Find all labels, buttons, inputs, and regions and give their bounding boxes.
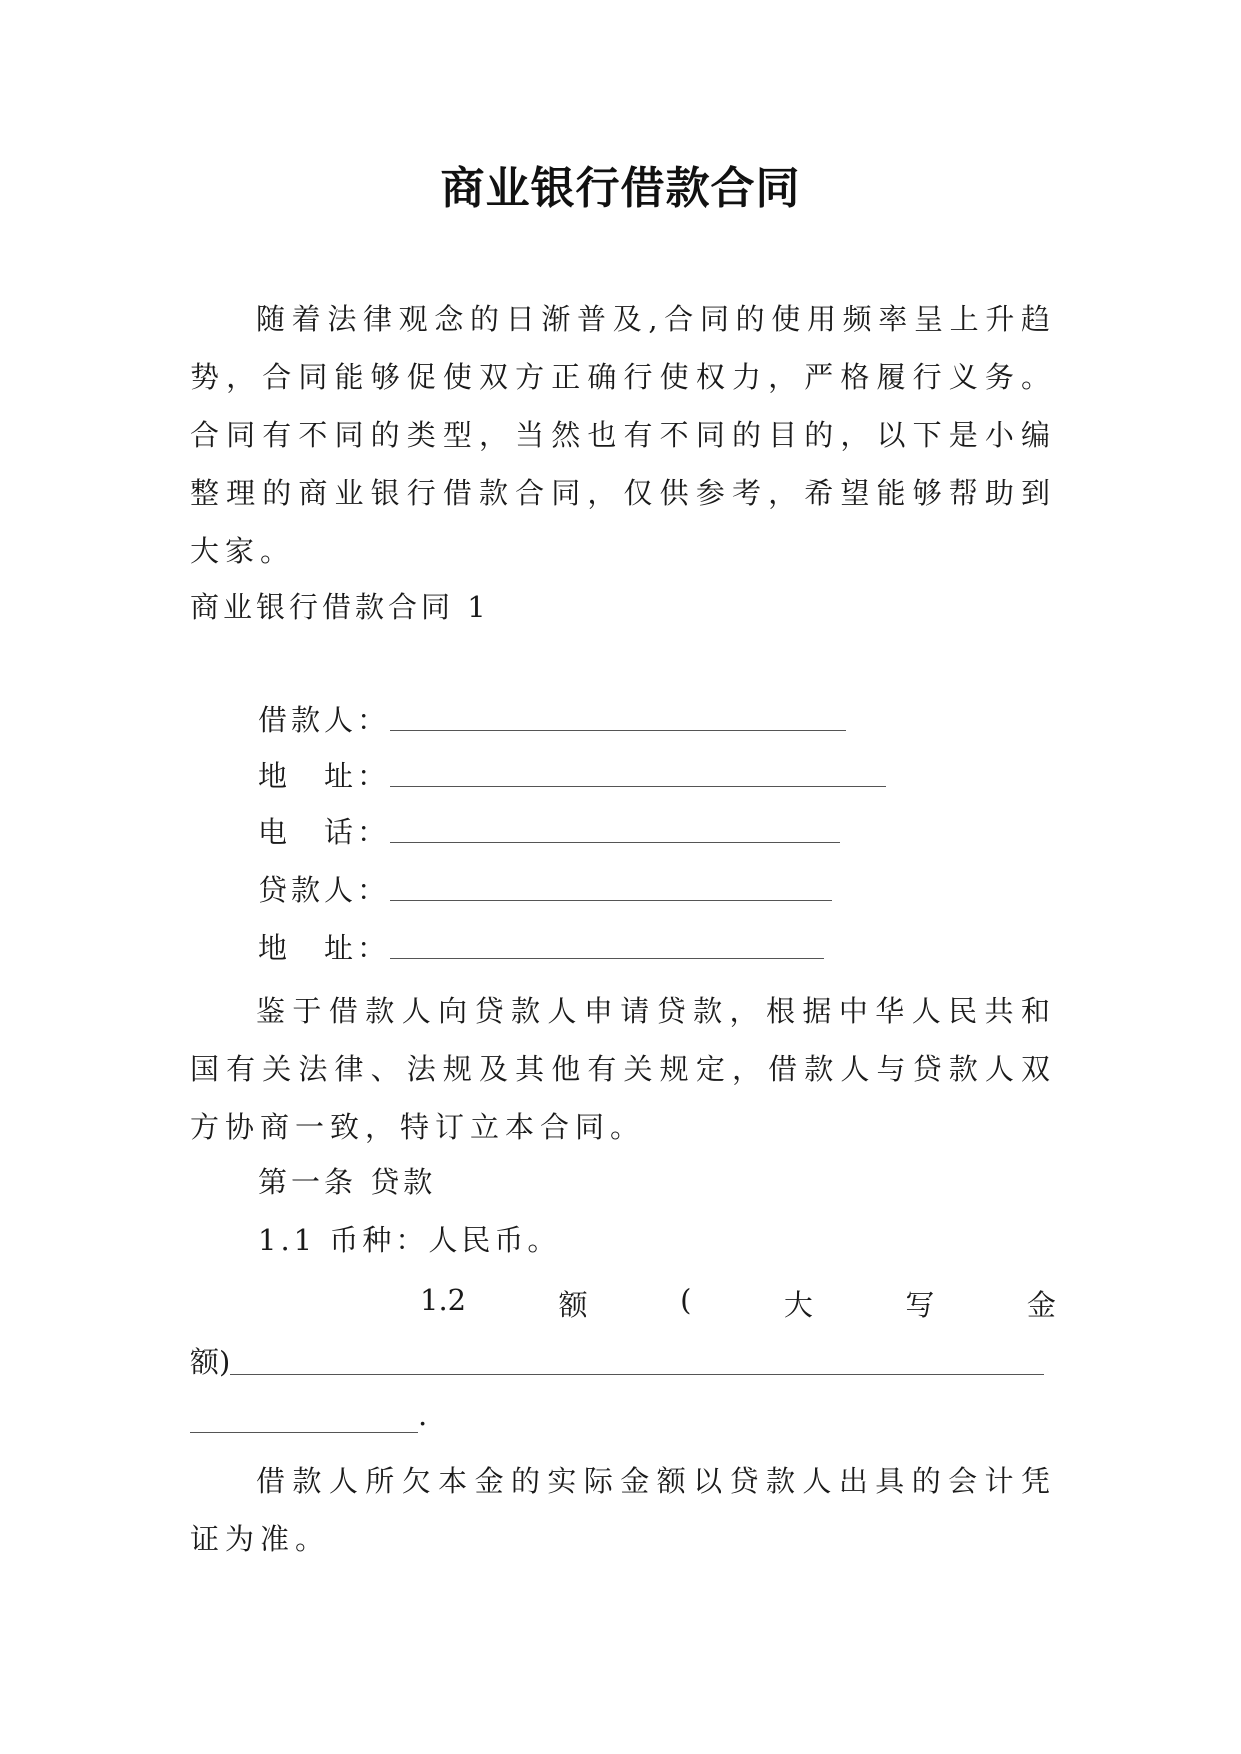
page-title: 商业银行借款合同 [440,163,801,214]
item-1-2-word: 金 [1026,1288,1056,1322]
item-1-2-word: ( [680,1283,692,1317]
lender-label: 贷款人： [258,873,391,907]
lender-address-label: 地 址： [258,931,391,965]
amount-blank[interactable] [230,1340,1044,1375]
lender-field [258,870,832,910]
principal-note-paragraph: 借款人所欠本金的实际金额以贷款人出具的会计凭证为准。 [190,1464,1056,1556]
phone-field [258,812,840,852]
amount-blank-line [190,1340,1044,1381]
borrower-label: 借款人： [258,703,391,737]
lender-address-field [258,928,824,968]
lender-address-blank[interactable] [390,928,824,959]
amount-blank-2[interactable] [190,1398,418,1433]
amount-end-mark: . [418,1398,428,1432]
amount-cont-label: 额) [190,1345,231,1379]
intro-paragraph: 随着法律观念的日渐普及,合同的使用频率呈上升趋势，合同能够促使双方正确行使权力，严格履行义务。合同有不同的类型，当然也有不同的目的，以下是小编整理的商业银行借款合同，仅供参考，希望能够帮助到大家。 [190,302,1056,568]
phone-label: 电 话： [258,815,391,849]
article-1-item-1-2 [420,1283,1056,1324]
amount-blank-line-2 [190,1398,427,1433]
item-1-2-word: 大 [783,1288,813,1322]
section-title: 商业银行借款合同 1 [190,590,490,624]
borrower-address-blank[interactable] [390,756,886,787]
phone-blank[interactable] [390,812,840,843]
borrower-address-label: 地 址： [258,759,391,793]
item-1-2-word: 写 [905,1288,935,1322]
borrower-blank[interactable] [390,700,846,731]
borrower-field [258,700,846,740]
borrower-address-field [258,756,886,796]
article-1-heading: 第一条 贷款 [258,1165,437,1199]
article-1-item-1-1: 1.1 币种：人民币。 [258,1223,561,1257]
item-1-2-word: 额 [558,1288,588,1322]
lender-blank[interactable] [390,870,832,901]
preamble-paragraph: 鉴于借款人向贷款人申请贷款，根据中华人民共和国有关法律、法规及其他有关规定，借款人与贷款人双方协商一致，特订立本合同。 [190,994,1056,1144]
item-1-2-word: 1.2 [420,1283,467,1317]
